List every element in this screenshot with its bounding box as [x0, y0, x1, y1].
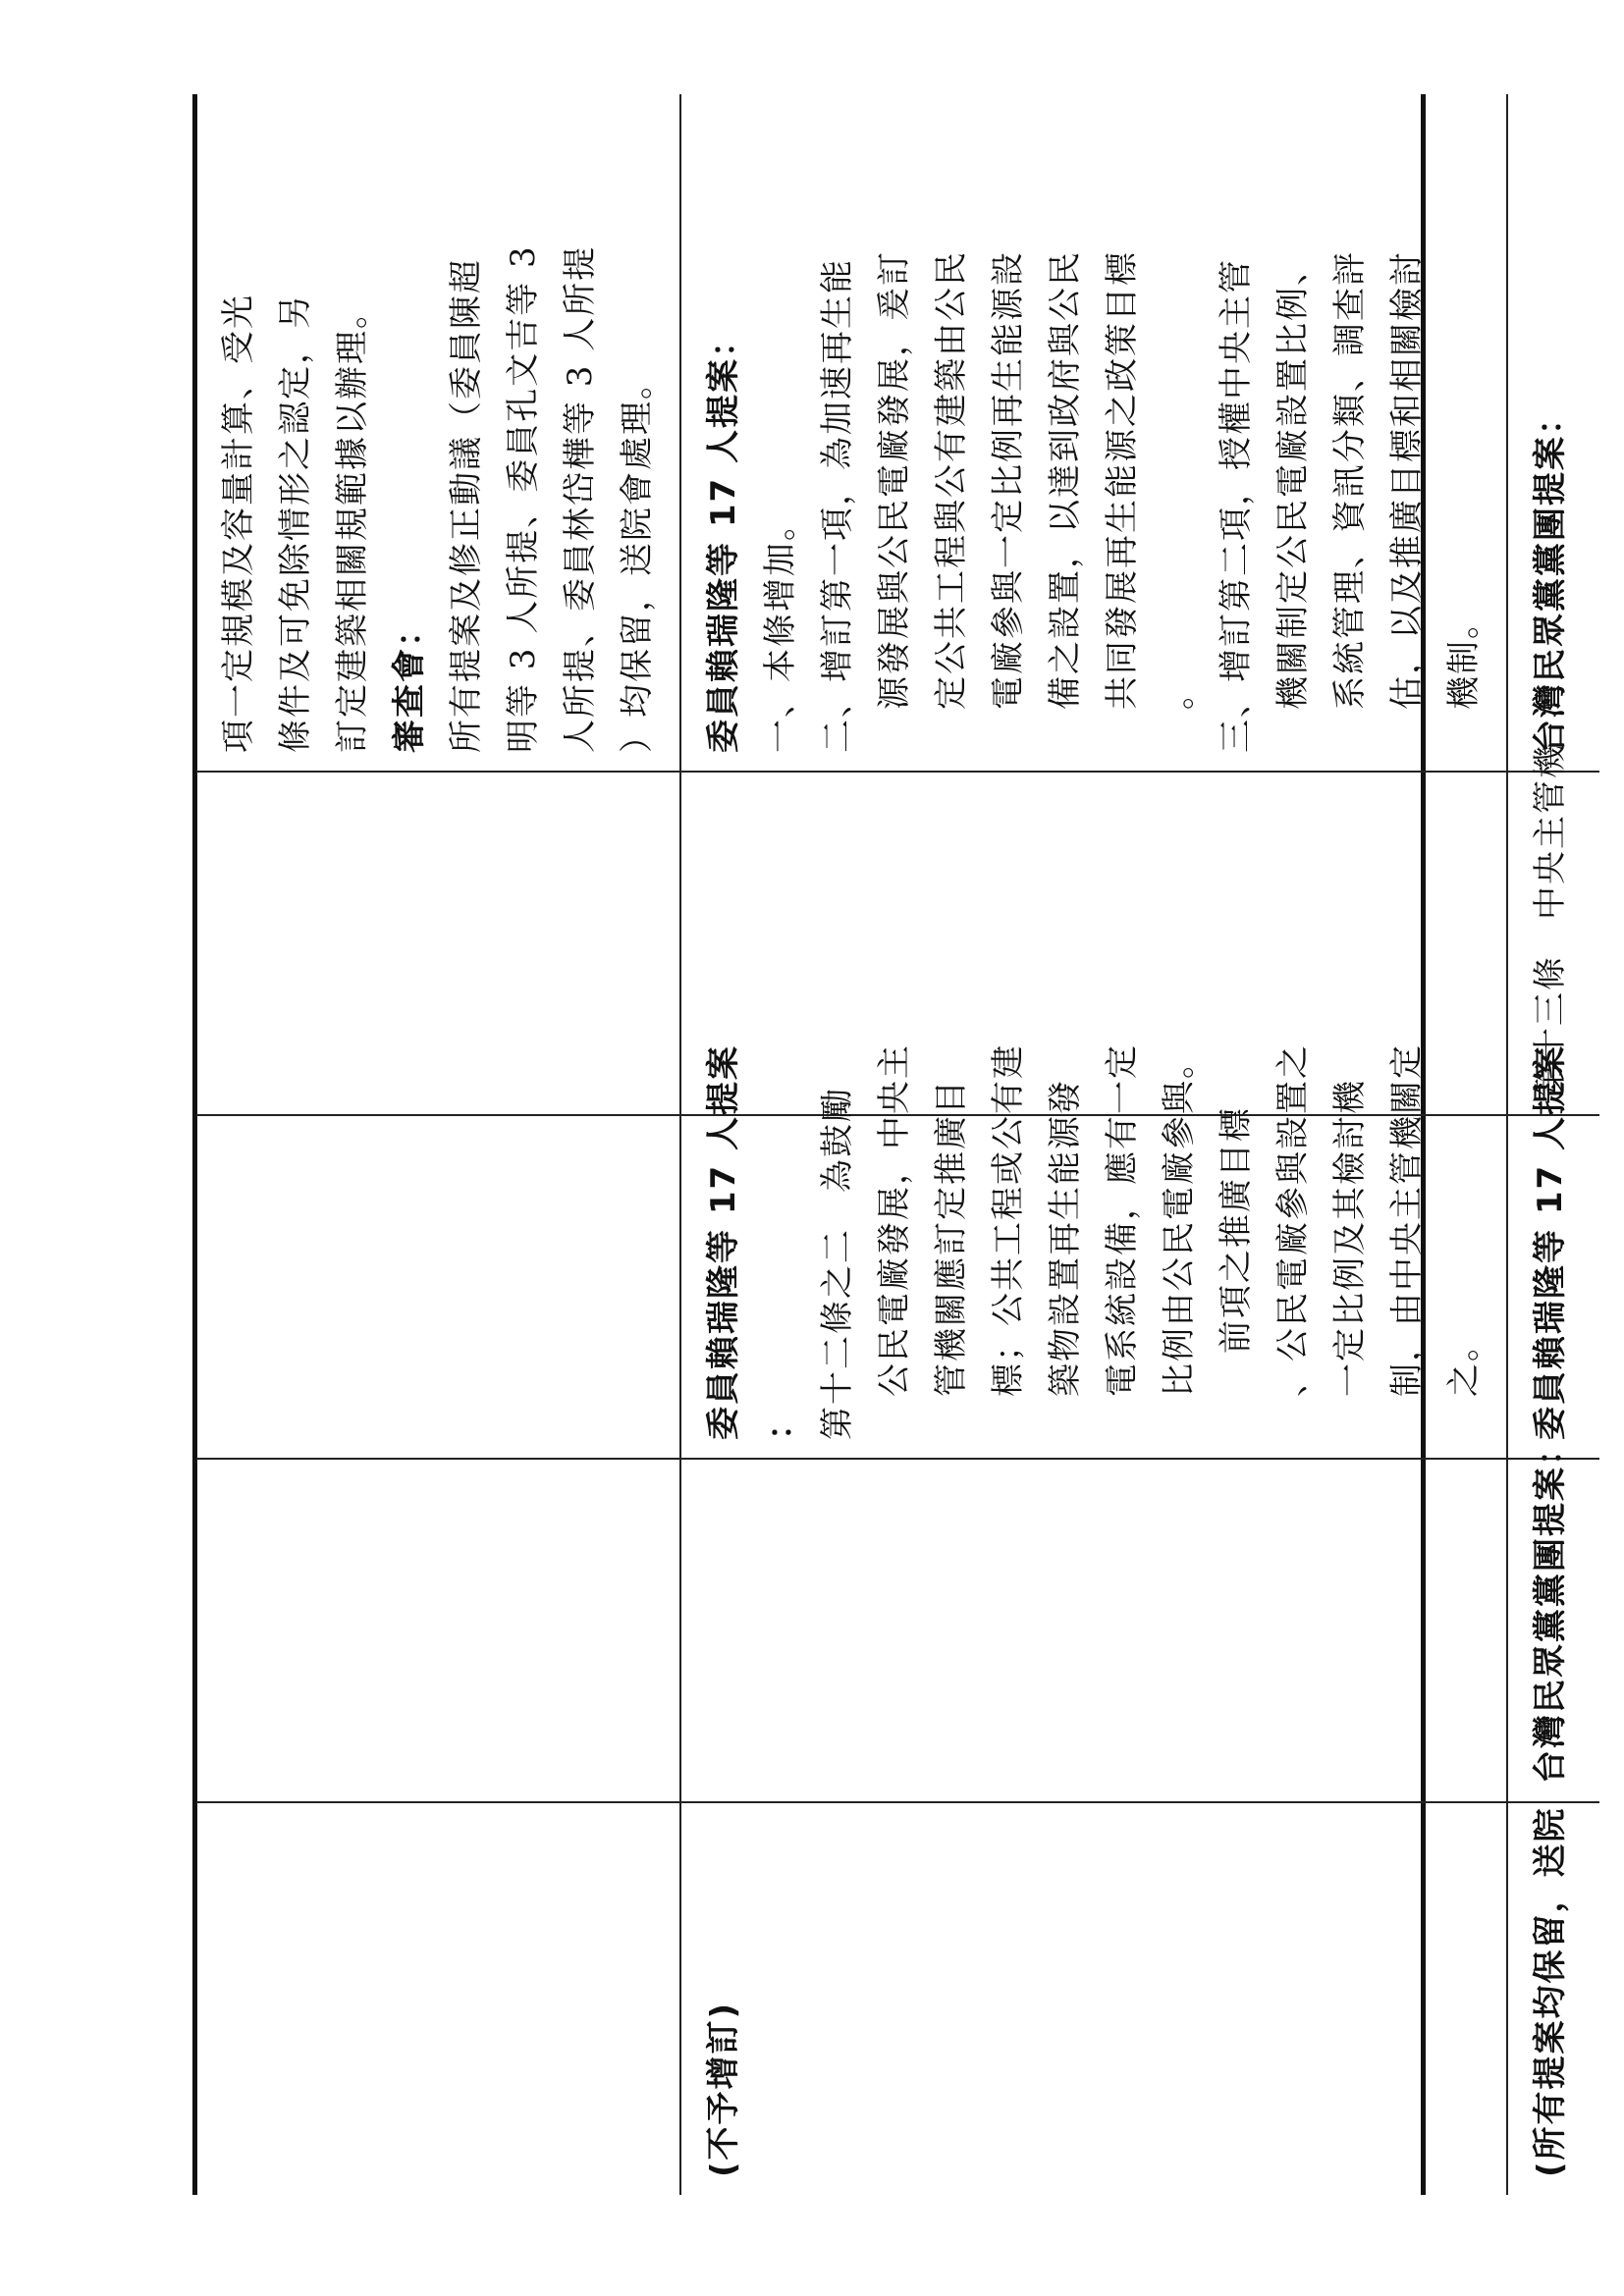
text-line: 台灣民眾黨黨團提案： [1531, 400, 1570, 753]
text-line: 第十三條 中央主管機 [1531, 743, 1570, 1096]
text-line: ）均保留，送院會處理。 [618, 364, 657, 753]
text-line: 第十二條之二 為鼓勵 [818, 1087, 857, 1440]
comparison-table [196, 94, 1599, 2195]
text-line: 三、增訂第二項，授權中央主管 [1217, 258, 1256, 753]
row3-col2 [1507, 1430, 1599, 1802]
text-line: 一定比例及其檢討機 [1330, 1079, 1370, 1397]
text-line: 估，以及推廣目標和相關檢討 [1387, 250, 1427, 710]
row3-col1 [1507, 1802, 1599, 2195]
proposal-heading: 委員賴瑞隆等 17 人提案： [704, 322, 743, 753]
text-line: 源發展與公民電廠發展，爰訂 [875, 250, 914, 710]
table-row [680, 94, 1507, 2195]
text-line: 台灣民眾黨黨團提案： [1531, 1430, 1570, 1784]
row2-col5 [680, 94, 1507, 772]
text-line: 、公民電廠參與設置之 [1273, 1043, 1313, 1397]
text-line: 機關制定公民電廠設置比例、 [1273, 250, 1313, 710]
text-line: 系統管理、資訊分類、調查評 [1330, 250, 1370, 710]
text-line: 前項之推廣目標 [1217, 1106, 1256, 1354]
text-line: 電系統設備，應有一定 [1103, 1043, 1142, 1397]
row1-col5 [196, 94, 680, 772]
text-line: 項一定規模及容量計算、受光 [219, 294, 258, 753]
row2-col4 [680, 772, 1507, 1115]
review-heading: 審查會： [390, 612, 429, 753]
text-line: 明等 3 人所提、委員孔文吉等 3 [504, 244, 543, 753]
text-line: 之。 [1444, 1326, 1484, 1397]
table-row [1507, 94, 1599, 2195]
text-line: (所有提案均保留，送院 [1531, 1806, 1570, 2177]
text-line: 人所提、委員林岱樺等 3 人所提 [561, 244, 600, 753]
text-line: 築物設置再生能源發 [1046, 1079, 1085, 1397]
text-line: 標；公共工程或公有建 [989, 1043, 1028, 1397]
row1-col4 [196, 772, 680, 1115]
text-line: (不予增訂) [704, 2001, 743, 2177]
row3-col3 [1507, 1044, 1599, 1459]
row1-col1 [196, 1802, 680, 2195]
text-line: 條件及可免除情形之認定，另 [276, 294, 315, 753]
text-line: 制，由中央主管機關定 [1387, 1043, 1427, 1397]
row1-col2 [196, 1459, 680, 1802]
row2-col1 [680, 1802, 1507, 2195]
text-line: 二、增訂第一項，為加速再生能 [818, 258, 857, 753]
text-line: 共同發展再生能源之政策目標 [1103, 250, 1142, 710]
text-line: 機制。 [1444, 604, 1484, 710]
table-row [196, 94, 680, 2195]
text-line: 訂定建築相關規範據以辦理。 [333, 294, 372, 753]
text-line: 一、本條增加。 [761, 506, 800, 753]
text-line: 所有提案及修正動議（委員陳超 [447, 258, 486, 753]
text-line: 。 [1160, 674, 1199, 710]
row2-col3 [680, 1043, 1507, 1459]
row1-col3 [196, 1115, 680, 1459]
text-line: 公民電廠發展，中央主 [875, 1043, 914, 1397]
text-line: 定公共工程與公有建築由公民 [932, 250, 971, 710]
text-line: 管機關應訂定推廣目 [932, 1079, 971, 1397]
row2-col2 [680, 1459, 1507, 1802]
text-line: 委員賴瑞隆等 17 人提案 [1531, 1044, 1570, 1440]
row3-col5 [1507, 94, 1599, 772]
text-line: 比例由公民電廠參與。 [1160, 1043, 1199, 1397]
text-line: 電廠參與一定比例再生能源設 [989, 250, 1028, 710]
text-line: 備之設置，以達到政府與公民 [1046, 250, 1085, 710]
row3-col4 [1507, 743, 1599, 1115]
proposal-heading-colon: ： [761, 1405, 800, 1440]
proposal-heading: 委員賴瑞隆等 17 人提案 [704, 1044, 743, 1440]
